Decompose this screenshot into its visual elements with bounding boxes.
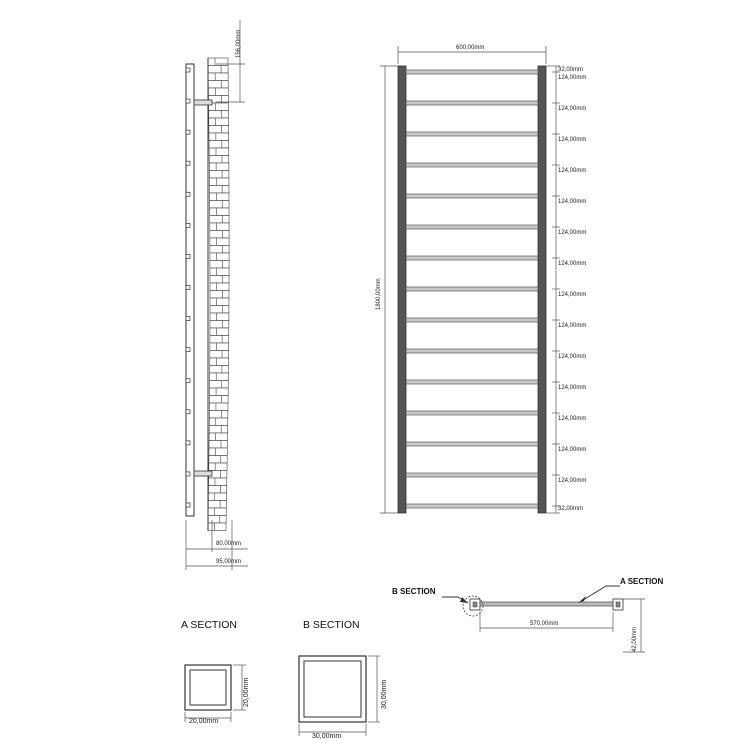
brick-course <box>208 58 228 66</box>
rail <box>406 194 538 198</box>
rail <box>406 287 538 291</box>
rail <box>406 504 538 508</box>
brick-course <box>209 448 227 456</box>
brick-course <box>209 118 229 126</box>
brick-course <box>209 163 229 171</box>
front-width-label: 600,00mm <box>456 45 485 51</box>
side-top-offset-label: 156,00mm <box>236 29 242 58</box>
rail-spacing-label: 124,00mm <box>558 353 587 360</box>
rail-spacing-label: 124,00mm <box>558 322 587 329</box>
brick-course <box>209 478 227 486</box>
brick-course <box>208 508 226 516</box>
a-section-title: A SECTION <box>181 619 238 631</box>
brick-course <box>209 148 229 156</box>
brick-course <box>209 171 229 179</box>
rail-spacing-label: 124,00mm <box>558 384 587 391</box>
brick-course <box>210 223 229 231</box>
a-section-detail <box>185 665 246 722</box>
brick-course <box>210 216 229 224</box>
side-depth-outer-label: 95,00mm <box>216 559 242 565</box>
brick-course <box>210 306 229 314</box>
brick-course <box>209 441 227 449</box>
front-bottom-gap-label: 32,00mm <box>558 506 584 512</box>
side-rail-stub <box>186 317 190 321</box>
side-rail-stub <box>186 192 190 196</box>
wall-bracket-bottom <box>194 471 212 476</box>
brick-course <box>209 418 227 426</box>
rail-spacing-label: 124,00mm <box>558 136 587 143</box>
brick-course <box>208 493 226 501</box>
brick-course <box>209 178 228 186</box>
brick-course <box>210 291 229 299</box>
rail <box>406 411 538 415</box>
a-section-inner <box>190 670 226 705</box>
brick-course <box>210 298 229 306</box>
brick-course <box>210 253 229 261</box>
front-height-label: 1800,00mm <box>376 278 382 310</box>
rail-spacing-label: 124,00mm <box>558 167 587 174</box>
rail <box>406 70 538 74</box>
rail-spacing-label: 124,00mm <box>558 260 587 267</box>
brick-course <box>209 133 229 141</box>
rail <box>406 318 538 322</box>
rail <box>406 473 538 477</box>
brick-course <box>210 396 229 404</box>
side-view <box>186 20 248 570</box>
brick-course <box>209 411 227 419</box>
side-rail-stub <box>186 472 190 476</box>
side-rail-stub <box>186 161 190 165</box>
rail <box>406 132 538 136</box>
brick-course <box>209 156 229 164</box>
brick-course <box>209 141 229 149</box>
brick-course <box>210 208 229 216</box>
brick-course <box>210 313 229 321</box>
brick-wall <box>208 58 229 531</box>
rail <box>406 163 538 167</box>
a-section-width-label: 20,00mm <box>189 718 219 725</box>
brick-course <box>210 201 229 209</box>
side-rail-stub <box>186 254 190 258</box>
brick-course <box>210 231 229 239</box>
brick-course <box>208 73 228 81</box>
brick-course <box>209 456 227 464</box>
side-rail-stub <box>186 410 190 414</box>
brick-course <box>210 358 229 366</box>
brick-course <box>210 283 229 291</box>
brick-course <box>209 433 227 441</box>
brick-course <box>210 238 229 246</box>
horizontal-rails <box>406 70 538 508</box>
b-section-detail <box>299 656 380 736</box>
rail-spacing-label: 124,00mm <box>558 229 587 236</box>
rail <box>406 225 538 229</box>
brick-course <box>208 66 228 74</box>
rail-spacing-label: 124,00mm <box>558 105 587 112</box>
left-vertical-bar <box>398 66 406 513</box>
brick-course <box>209 486 227 494</box>
brick-course <box>210 186 229 194</box>
brick-course <box>210 268 229 276</box>
b-section-callout: B SECTION <box>392 587 436 596</box>
top-view <box>442 586 645 652</box>
brick-course <box>208 516 226 524</box>
brick-course <box>210 366 229 374</box>
top-view-length-label: 570,00mm <box>530 621 559 627</box>
top-view-right-collar-inner <box>616 602 620 607</box>
brick-course <box>209 111 229 119</box>
brick-course <box>209 463 227 471</box>
side-rail-stub <box>186 68 190 72</box>
b-section-height-label: 30,00mm <box>381 679 388 709</box>
brick-course <box>208 501 226 509</box>
rail <box>406 256 538 260</box>
side-rail-stub <box>186 223 190 227</box>
top-view-left-collar-inner <box>473 602 477 607</box>
b-section-width-label: 30,00mm <box>312 733 342 740</box>
rail-spacing-label: 124,00mm <box>558 291 587 298</box>
side-rail-stub <box>186 503 190 507</box>
side-rail-stub <box>186 99 190 103</box>
side-rail-stub <box>186 130 190 134</box>
front-top-gap-label: 32,00mm <box>558 67 584 73</box>
rail <box>406 101 538 105</box>
side-rail-stub <box>186 348 190 352</box>
side-rail-stub <box>186 441 190 445</box>
brick-course <box>210 351 229 359</box>
front-view <box>380 46 560 513</box>
side-rail-stub <box>186 379 190 383</box>
rail <box>406 442 538 446</box>
brick-course <box>209 426 227 434</box>
brick-course <box>209 403 228 411</box>
brick-course <box>210 373 229 381</box>
top-view-rail <box>480 602 613 606</box>
rail-spacing-label: 124,00mm <box>558 477 587 484</box>
callout-leaders <box>442 586 620 603</box>
rail-spacing-label: 124,00mm <box>558 74 587 81</box>
side-brackets <box>186 68 190 507</box>
brick-course <box>208 81 228 89</box>
brick-course <box>210 261 229 269</box>
brick-course <box>210 381 229 389</box>
rail-spacing-label: 124,00mm <box>558 198 587 205</box>
rail-spacing-label: 124,00mm <box>558 446 587 453</box>
rail <box>406 349 538 353</box>
brick-course <box>210 336 229 344</box>
side-rail-stub <box>186 286 190 290</box>
right-vertical-bar <box>538 66 546 513</box>
brick-course <box>210 343 229 351</box>
b-section-title: B SECTION <box>303 619 360 631</box>
brick-course <box>210 328 229 336</box>
a-section-height-label: 20,00mm <box>243 677 250 707</box>
brick-course <box>210 276 229 284</box>
brick-course <box>208 88 228 96</box>
wall-bracket-top <box>194 100 212 105</box>
rail <box>406 380 538 384</box>
brick-course <box>210 193 229 201</box>
brick-course <box>210 321 229 329</box>
rail-spacing-label: 124,00mm <box>558 415 587 422</box>
brick-course <box>208 523 226 531</box>
brick-course <box>210 388 229 396</box>
side-depth-inner-label: 80,00mm <box>216 541 242 547</box>
brick-course <box>210 246 229 254</box>
top-view-depth-label: 42,00mm <box>632 626 638 652</box>
a-section-callout: A SECTION <box>620 577 664 586</box>
brick-course <box>209 126 229 134</box>
b-section-inner <box>304 661 361 717</box>
